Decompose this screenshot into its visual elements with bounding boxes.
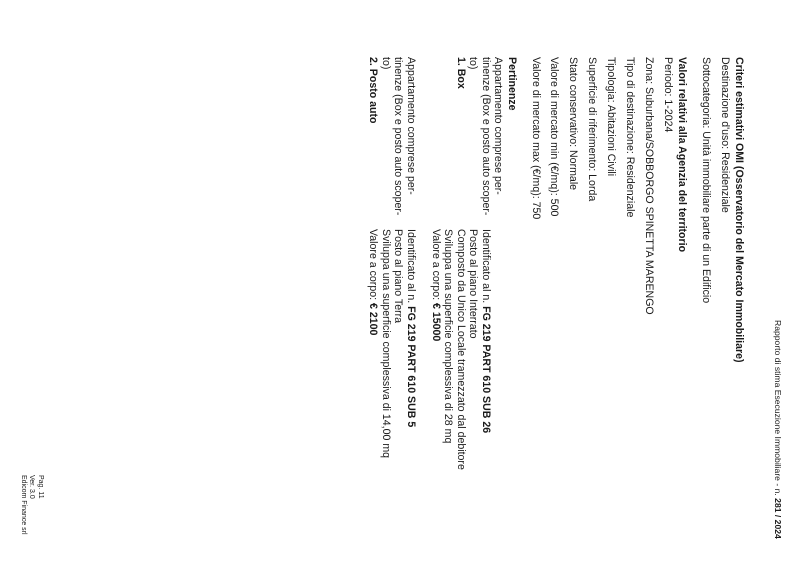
item1-number: 1. [455, 57, 467, 69]
item1-desc: Appartamento comprese per- [492, 57, 504, 195]
item2-valore-prefix: Valore a corpo: [367, 229, 379, 304]
item2-identificato [405, 229, 417, 427]
item1-desc: to) [467, 57, 479, 70]
agenzia-line: Tipologia: Abitazioni Civili [605, 57, 617, 177]
omi-title: Criteri estimativi OMI (Osservatorio del Mercato Immobiliare) [733, 57, 745, 363]
agenzia-line: Zona: Suburbana/SOBBORGO SPINETTA MARENGO [643, 57, 655, 315]
item2-id: FG 219 PART 610 SUB 5 [405, 306, 417, 428]
agenzia-line: Superficie di riferimento: Lorda [586, 57, 598, 202]
header-number: 281 / 2024 [773, 498, 783, 539]
item2-superficie: Sviluppa una superficie complessiva di 14,00 mq [380, 229, 392, 459]
item1-id: FG 219 PART 610 SUB 26 [480, 306, 492, 434]
item2-id-prefix: Identificato al n. [405, 229, 417, 307]
agenzia-line: Valore di mercato min (€/mq): 500 [548, 57, 560, 217]
report-header [772, 320, 784, 539]
omi-destinazione: Destinazione d'uso: Residenziale [719, 57, 731, 213]
agenzia-line: Tipo di destinazione: Residenziale [624, 57, 636, 218]
item2-valore-amount: € 2100 [367, 303, 379, 336]
header-prefix: Rapporto di stima Esecuzione Immobiliare - n. [773, 320, 783, 499]
agenzia-line: Stato conservativo: Normale [567, 57, 579, 191]
footer-edition: Edicom Finance srl [20, 475, 27, 535]
item1-desc: tinenze (Box e posto auto scoper- [480, 57, 492, 216]
item2-desc: tinenze (Box e posto auto scoper- [392, 57, 404, 216]
item2-number: 2. [367, 57, 379, 69]
item1-heading [455, 57, 467, 89]
item1-composto: Composto da Unico Locale tramezzato dal debitore [455, 229, 467, 470]
item2-piano: Posto al piano Terra [392, 229, 404, 324]
item2-desc: to) [380, 57, 392, 70]
item1-valore-prefix: Valore a corpo: [430, 229, 442, 304]
item2-desc: Appartamento comprese per- [405, 57, 417, 195]
item1-valore [430, 229, 442, 341]
agenzia-line: Periodo: 1-2024 [662, 57, 674, 133]
pertinenze-title: Pertinenze [506, 57, 518, 111]
omi-sottocategoria: Sottocategoria: Unità immobiliare parte di un Edificio [700, 57, 712, 304]
item1-piano: Posto al piano Interrato [467, 229, 479, 339]
item1-label: Box [455, 68, 467, 89]
item2-heading [367, 57, 379, 124]
item1-identificato [480, 229, 492, 433]
item1-valore-amount: € 15000 [430, 303, 442, 342]
item1-id-prefix: Identificato al n. [480, 229, 492, 307]
agenzia-line: Valore di mercato max (€/mq): 750 [530, 57, 542, 220]
item2-valore [367, 229, 379, 335]
footer-page: Pag. 11 [37, 475, 44, 499]
item2-label: Posto auto [367, 68, 379, 124]
agenzia-title: Valori relativi alla Agenzia del territorio [676, 57, 688, 253]
item1-superficie: Sviluppa una superficie complessiva di 28 mq [442, 229, 454, 444]
footer-version: Ver. 3.0 [28, 475, 35, 499]
